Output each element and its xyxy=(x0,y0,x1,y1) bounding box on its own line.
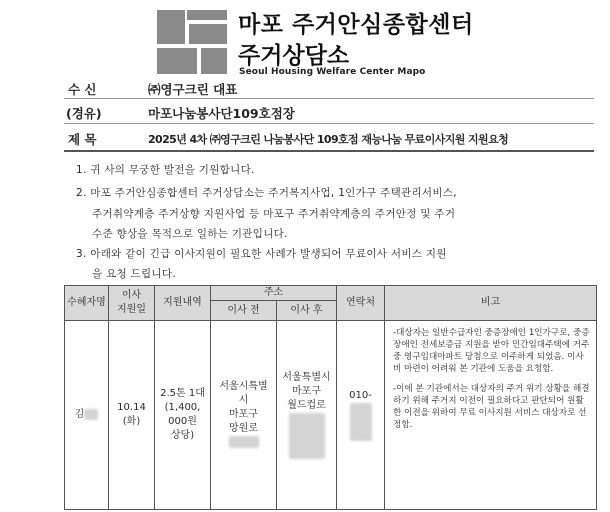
header-move-date: 이사 지원일 xyxy=(109,286,155,321)
table-row xyxy=(65,321,597,510)
logo-block-right xyxy=(189,24,227,44)
paragraph-3-line-2: 을 요청 드립니다. xyxy=(92,268,177,280)
move-date: 10.14 xyxy=(117,402,146,413)
header-contact: 연락처 xyxy=(337,286,385,321)
header-beneficiary: 수혜자명 xyxy=(65,286,109,321)
header-address-before: 이사 전 xyxy=(211,301,277,321)
note-paragraph-1: -대상자는 일반수급자인 중증장애인 1인가구로, 중증장애인 전세보증금 지원을 받아 민간임대주택에 거주 중 영구임대아파트 당첨으로 이주하게 되었음. 이사비 마련이 어려워 본 기관에 도움을 요청함. xyxy=(393,328,590,375)
move-day: (화) xyxy=(122,416,141,427)
address-before-line-4: 망원로 xyxy=(229,423,258,434)
address-after-line-3: 월드컵로 xyxy=(287,400,326,411)
request-table xyxy=(64,285,597,510)
redacted-address xyxy=(289,413,325,459)
paragraph-2-line-3: 수준 향상을 목적으로 일하는 기관입니다. xyxy=(92,228,288,240)
paragraph-2-line-1: 2. 마포 주거안심종합센터 주거상담소는 주거복지사업, 1인가구 주택관리서비스, xyxy=(76,187,457,199)
recipient-label: 수 신 xyxy=(68,82,97,97)
redacted-name xyxy=(84,409,98,420)
redacted-contact xyxy=(350,403,372,441)
cell-support-detail xyxy=(155,321,211,510)
paragraph-3-line-1: 3. 아래와 같이 긴급 이사지원이 필요한 사례가 발생되어 무료이사 서비스 지원 xyxy=(76,248,447,260)
divider xyxy=(64,98,594,99)
center-logo xyxy=(157,10,227,74)
address-before-line-3: 마포구 xyxy=(229,409,258,420)
header-note: 비고 xyxy=(385,286,597,321)
logo-roof xyxy=(187,10,227,20)
truck-size: 2.5톤 1대 xyxy=(160,388,205,399)
cell-address-after xyxy=(277,321,337,510)
cell-note xyxy=(385,321,597,510)
address-after-line-1: 서울특별시 xyxy=(282,372,331,383)
divider xyxy=(64,123,594,124)
paragraph-2-line-2: 주거취약계층 주거상향 지원사업 등 마포구 주거취약계층의 주거안정 및 주거 xyxy=(92,208,456,220)
header-address: 주소 xyxy=(211,286,337,301)
logo-block-left xyxy=(157,10,185,44)
address-after-line-2: 마포구 xyxy=(292,386,321,397)
address-before-line-2: 시 xyxy=(238,395,249,406)
beneficiary-name: 김 xyxy=(74,409,85,420)
subject-value: 2025년 4차 ㈜영구크린 나눔봉사단 109호점 재능나눔 무료이사지원 지원요청 xyxy=(148,133,509,146)
logo-block-bottom-right xyxy=(201,48,227,74)
via-value: 마포나눔봉사단109호점장 xyxy=(148,106,295,121)
org-name: 마포 주거안심종합센터 xyxy=(238,12,474,38)
org-subtitle: 주거상담소 xyxy=(238,43,350,69)
support-amount-line-2: 000원 xyxy=(168,416,197,427)
divider xyxy=(64,150,594,152)
redacted-address xyxy=(229,436,259,448)
logo-block-bottom-left xyxy=(157,48,197,74)
support-amount-line-3: 상당) xyxy=(170,430,195,441)
via-label: (경유) xyxy=(66,106,102,121)
cell-move-date xyxy=(109,321,155,510)
support-amount-line-1: (1,400, xyxy=(164,402,201,413)
recipient-value: ㈜영구크린 대표 xyxy=(148,82,238,97)
subject-label: 제 목 xyxy=(68,132,97,147)
header-address-after: 이사 후 xyxy=(277,301,337,321)
address-before-line-1: 서울시특별 xyxy=(219,381,268,392)
org-english-name: Seoul Housing Welfare Center Mapo xyxy=(239,67,426,77)
paragraph-1: 1. 귀 사의 무궁한 발전을 기원합니다. xyxy=(76,164,255,176)
note-paragraph-2: -이에 본 기관에서는 대상자의 주거 위기 상황을 해결하기 위해 주거지 이전이 필요하다고 판단되어 원활한 이전을 위하여 무료 이사지원 서비스 대상자로 선정함. xyxy=(393,384,590,431)
cell-address-before xyxy=(211,321,277,510)
contact-number: 010- xyxy=(349,390,372,401)
header-support-detail: 지원내역 xyxy=(155,286,211,321)
cell-beneficiary xyxy=(65,321,109,510)
cell-contact xyxy=(337,321,385,510)
